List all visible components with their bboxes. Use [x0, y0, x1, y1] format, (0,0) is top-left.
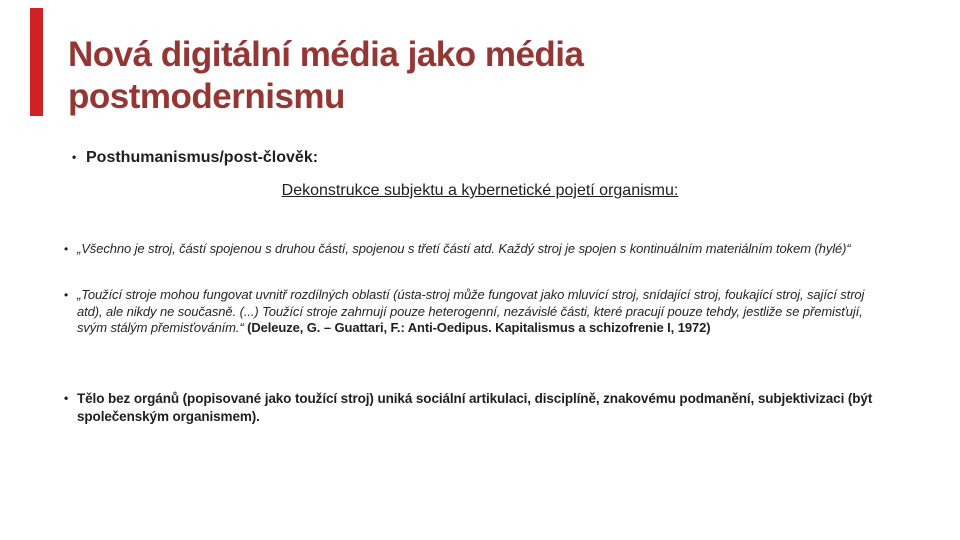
quote-text-2: „Toužící stroje mohou fungovat uvnitř rozdílných oblastí (ústa-stroj může fungovat jako mluvící stroj, snídající stroj, foukající stroj, sající stroj atd), ale nikdy ne současně. (...) Toužící stroje zahrnují pouze heterogenní, nezávislé části, které pracují pouze tehdy, jestliže se přemisťují, svým stálým přemisťováním.“ [77, 287, 865, 335]
quote-bullet-2 [64, 287, 880, 337]
final-bullet [64, 390, 910, 425]
accent-bar [30, 8, 43, 116]
intro-bullet-text: Posthumanismus/post-člověk: [86, 149, 319, 166]
citation-text: (Deleuze, G. – Guattari, F.: Anti-Oedipus. Kapitalismus a schizofrenie I, 1972) [247, 320, 711, 335]
subheading: Dekonstrukce subjektu a kybernetické pojetí organismu: [281, 182, 679, 199]
quote-text-1: „Všechno je stroj, částí spojenou s druhou částí, spojenou s třetí částí atd. Každý stroj je spojen s kontinuálním materiálním tokem (hylé)“ [77, 241, 851, 256]
bullet-icon: • [64, 242, 69, 256]
quote-bullet-1 [64, 241, 880, 258]
bullet-icon: • [64, 288, 69, 302]
intro-bullet [72, 148, 318, 167]
slide-title: Nová digitální média jako média postmodernismu [68, 35, 584, 116]
bullet-icon: • [64, 391, 69, 405]
final-bullet-text: Tělo bez orgánů (popisované jako toužící stroj) uniká sociální artikulaci, disciplíně, znakovému podmanění, subjektivizaci (být společenským organismem). [77, 391, 873, 424]
bullet-icon: • [72, 150, 77, 164]
